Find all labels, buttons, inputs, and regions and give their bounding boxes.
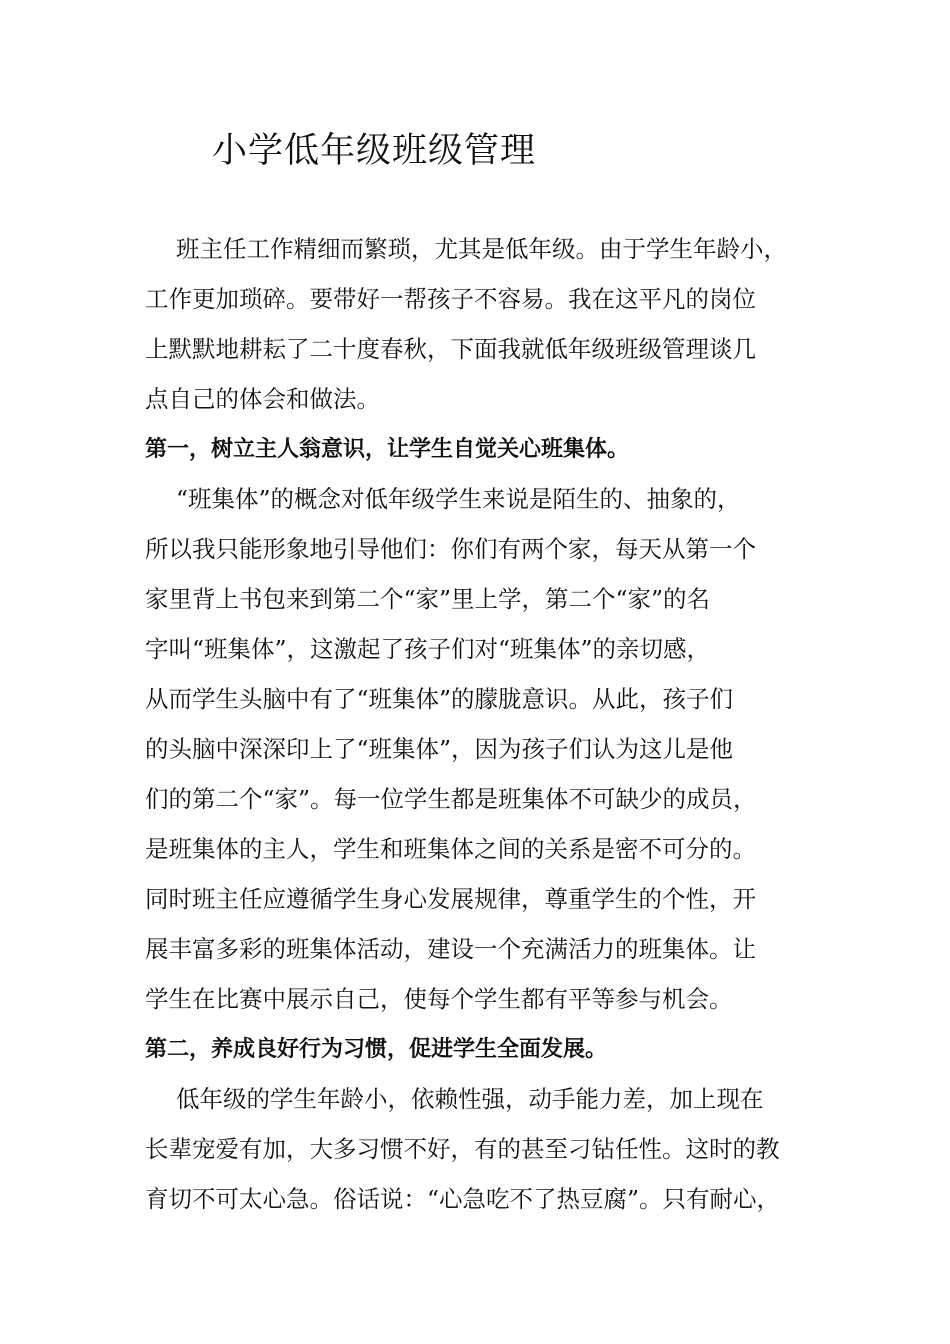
paragraph-line: 长辈宠爱有加，大多习惯不好，有的甚至刁钻任性。这时的教 xyxy=(145,1135,780,1163)
paragraph-line: 低年级的学生年龄小，依赖性强，动手能力差，加上现在 xyxy=(176,1085,764,1113)
paragraph-line: 从而学生头脑中有了“班集体”的朦胧意识。从此，孩子们 xyxy=(145,685,734,713)
paragraph-line: 育切不可太心急。俗话说：“心急吃不了热豆腐”。只有耐心， xyxy=(145,1185,781,1213)
paragraph-line: 展丰富多彩的班集体活动，建设一个充满活力的班集体。让 xyxy=(145,935,756,963)
paragraph-line: 工作更加琐碎。要带好一帮孩子不容易。我在这平凡的岗位 xyxy=(145,285,756,313)
paragraph-line: 班主任工作精细而繁琐，尤其是低年级。由于学生年龄小， xyxy=(176,235,787,263)
paragraph-line: 的头脑中深深印上了“班集体”，因为孩子们认为这儿是他 xyxy=(145,735,734,763)
document-body xyxy=(145,224,825,1224)
paragraph-line: 家里背上书包来到第二个“家”里上学，第二个“家”的名 xyxy=(145,585,711,613)
paragraph-line: 们的第二个“家”。每一位学生都是班集体不可缺少的成员， xyxy=(145,785,757,813)
paragraph-line: 点自己的体会和做法。 xyxy=(145,385,380,413)
document-title: 小学低年级班级管理 xyxy=(212,131,537,171)
section-heading-2: 第二，养成良好行为习惯，促进学生全面发展。 xyxy=(145,1036,608,1062)
paragraph-line: 是班集体的主人，学生和班集体之间的关系是密不可分的。 xyxy=(145,835,756,863)
paragraph-line: “班集体”的概念对低年级学生来说是陌生的、抽象的， xyxy=(176,485,741,513)
paragraph-line: 同时班主任应遵循学生身心发展规律，尊重学生的个性，开 xyxy=(145,885,756,913)
paragraph-line: 字叫“班集体”，这激起了孩子们对“班集体”的亲切感， xyxy=(145,635,711,663)
paragraph-line: 学生在比赛中展示自己，使每个学生都有平等参与机会。 xyxy=(145,985,733,1013)
paragraph-line: 所以我只能形象地引导他们：你们有两个家，每天从第一个 xyxy=(145,535,756,563)
section-heading-1: 第一，树立主人翁意识，让学生自觉关心班集体。 xyxy=(145,436,630,462)
paragraph-line: 上默默地耕耘了二十度春秋，下面我就低年级班级管理谈几 xyxy=(145,335,756,363)
